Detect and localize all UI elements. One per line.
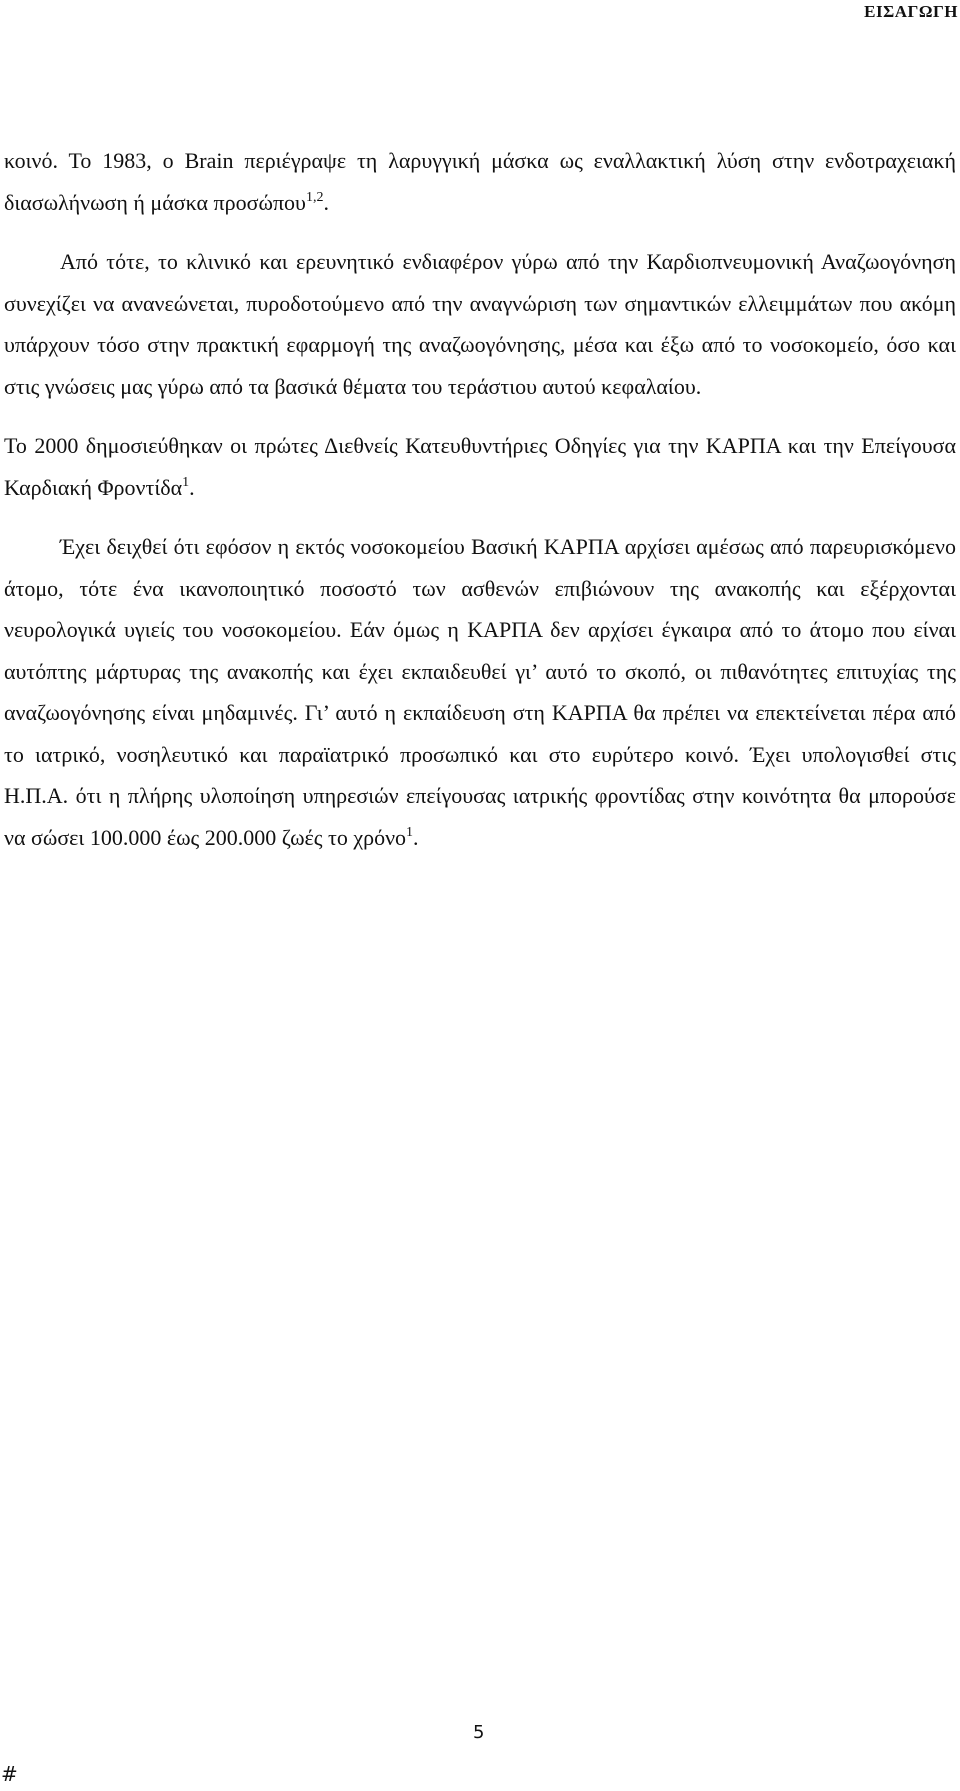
paragraph-2-text: Από τότε, το κλινικό και ερευνητικό ενδιαφέρον γύρω από την Καρδιοπνευμονική Αναζωογόνηση συνεχίζει να ανανεώνεται, πυροδοτούμενο από την αναγνώριση των σημαντικών ελλειμμάτων που ακόμη υπάρχουν τόσο στην πρακτική εφαρμογή της αναζωογόνησης, μέσα και έξω από το νοσοκομείο, όσο και στις γνώσεις μας γύρω από τα βασικά θέματα του τεράστιου αυτού κεφαλαίου. <box>4 249 956 399</box>
citation-ref: 1 <box>406 824 414 840</box>
paragraph-4 <box>4 526 956 858</box>
paragraph-4-text: Έχει δειχθεί ότι εφόσον η εκτός νοσοκομείου Βασική ΚΑΡΠΑ αρχίσει αμέσως από παρευρισκόμενο άτομο, τότε ένα ικανοποιητικό ποσοστό των ασθενών επιβιώνουν της ανακοπής και εξέρχονται νευρολογικά υγιείς του νοσοκομείου. Εάν όμως η ΚΑΡΠΑ δεν αρχίσει έγκαιρα από το άτομο που είναι αυτόπτης μάρτυρας της ανακοπής και έχει εκπαιδευθεί γι’ αυτό το σκοπό, οι πιθανότητες επιτυχίας της αναζωογόνησης είναι μηδαμινές. Γι’ αυτό η εκπαίδευση στη ΚΑΡΠΑ θα πρέπει να επεκτείνεται πέρα από το ιατρικό, νοσηλευτικό και παραϊατρικό προσωπικό και στο ευρύτερο κοινό. Έχει υπολογισθεί στις Η.Π.Α. ότι η πλήρης υλοποίηση υπηρεσιών επείγουσας ιατρικής φροντίδας στην κοινότητα θα μπορούσε να σώσει 100.000 έως 200.000 ζωές το χρόνο <box>4 534 956 850</box>
paragraph-1-text: κοινό. Το 1983, ο Brain περιέγραψε τη λαρυγγική μάσκα ως εναλλακτική λύση στην ενδοτραχειακή διασωλήνωση ή μάσκα προσώπου <box>4 148 956 215</box>
paragraph-3-text: Το 2000 δημοσιεύθηκαν οι πρώτες Διεθνείς Κατευθυντήριες Οδηγίες για την ΚΑΡΠΑ και την Επείγουσα Καρδιακή Φροντίδα <box>4 433 956 500</box>
paragraph-3-end: . <box>189 474 195 500</box>
paragraph-3 <box>4 425 956 508</box>
footer-hash-mark: # <box>1 1762 18 1786</box>
section-header: ΕΙΣΑΓΩΓΗ <box>864 2 958 21</box>
paragraph-1 <box>4 140 956 223</box>
paragraph-1-end: . <box>323 189 329 215</box>
paragraph-4-end: . <box>413 824 419 850</box>
page-number: 5 <box>473 1722 485 1743</box>
paragraph-2 <box>4 241 956 407</box>
citation-ref: 1,2 <box>305 189 324 205</box>
citation-ref: 1 <box>182 474 190 490</box>
document-body <box>4 140 956 858</box>
